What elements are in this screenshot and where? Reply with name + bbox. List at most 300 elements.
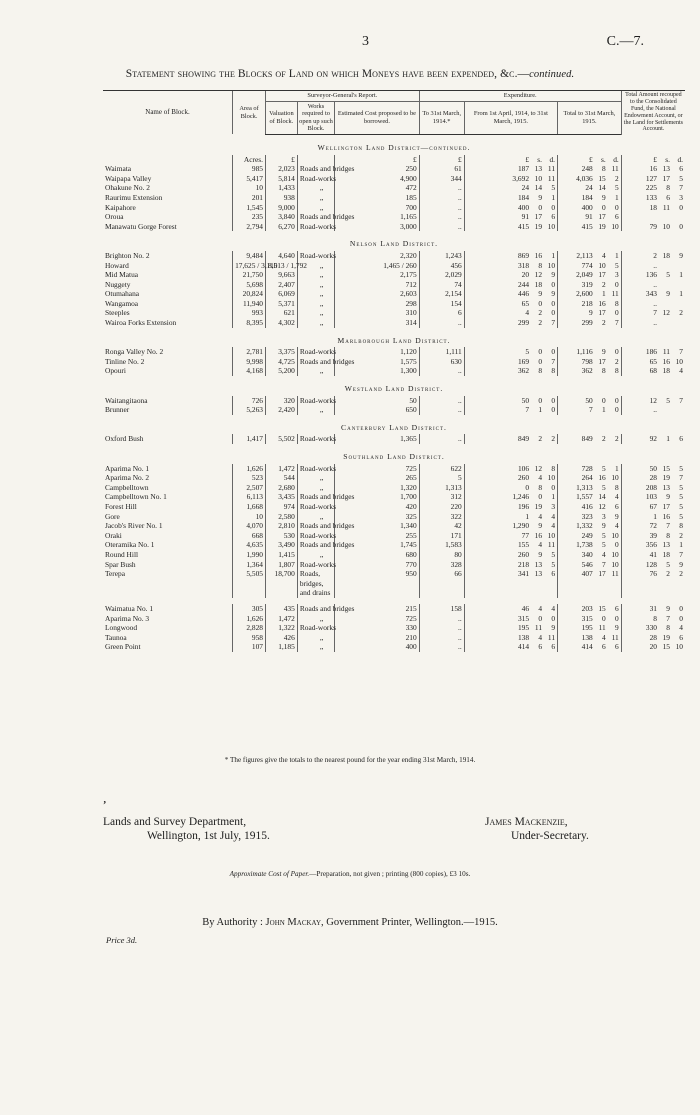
block-estimated-cost: 725 xyxy=(335,464,420,474)
block-works: ,, xyxy=(297,642,334,652)
block-total-expenditure xyxy=(558,299,622,309)
block-total-expenditure-pounds: 184 xyxy=(581,192,593,202)
block-total-expenditure-pounds: 24 xyxy=(585,183,593,193)
block-name: Aparima No. 2 xyxy=(105,473,150,483)
block-area: 2,781 xyxy=(233,347,266,357)
block-recouped-shillings: 18 xyxy=(662,250,670,260)
block-expenditure-1914-15-pence: 6 xyxy=(551,212,556,222)
block-name: Waitangitaona xyxy=(105,395,148,405)
block-total-expenditure-pence: 0 xyxy=(615,613,619,623)
block-total-expenditure-pence: 11 xyxy=(611,632,619,642)
block-valuation: 1,807 xyxy=(266,560,298,570)
block-expenditure-1914-15-pence: 3 xyxy=(551,501,556,511)
block-expenditure-1914-15 xyxy=(464,492,557,502)
block-expenditure-1914-15-shillings: 9 xyxy=(538,549,543,559)
unit-recouped-pounds: £ xyxy=(653,154,657,164)
block-total-expenditure xyxy=(558,550,622,560)
block-recouped-pence: 5 xyxy=(679,511,683,521)
block-area: 726 xyxy=(233,396,266,406)
block-valuation: 2,680 xyxy=(266,483,298,493)
unit-total-pounds: £ xyxy=(589,154,593,164)
block-area: 4,635 xyxy=(233,540,266,550)
block-total-expenditure xyxy=(558,203,622,213)
block-recouped-pounds: 79 xyxy=(649,221,657,231)
block-expenditure-1914-15-pounds: 446 xyxy=(517,289,530,299)
block-works: Road-works xyxy=(297,347,334,357)
block-recouped xyxy=(621,270,685,280)
block-expenditure-1914-15-pence: 0 xyxy=(551,482,556,492)
block-works: ,, xyxy=(297,270,334,280)
block-expenditure-1914-15 xyxy=(464,357,557,367)
margin-mark: ʼ xyxy=(103,800,107,811)
block-works: Roads and bridges xyxy=(297,357,334,367)
block-total-expenditure-pence: 9 xyxy=(615,623,619,633)
block-expenditure-1914-15 xyxy=(464,308,557,318)
block-recouped-pounds: 225 xyxy=(645,183,657,193)
block-name: Terepa xyxy=(105,569,125,579)
block-total-expenditure xyxy=(558,614,622,624)
block-expenditure-1914-15-pence: 4 xyxy=(551,511,556,521)
block-expenditure-1914-15-pounds: 20 xyxy=(521,270,530,280)
block-expenditure-to-1914: 171 xyxy=(419,531,464,541)
block-estimated-cost: 330 xyxy=(335,623,420,633)
block-recouped-shillings: 16 xyxy=(662,356,670,366)
block-expenditure-1914-15 xyxy=(464,483,557,493)
table-row xyxy=(103,174,685,184)
block-recouped xyxy=(621,434,685,444)
block-recouped xyxy=(621,183,685,193)
block-total-expenditure xyxy=(558,261,622,271)
block-total-expenditure-shillings: 17 xyxy=(598,270,606,280)
block-estimated-cost: 650 xyxy=(335,405,420,415)
block-total-expenditure xyxy=(558,521,622,531)
block-expenditure-1914-15 xyxy=(464,193,557,203)
table-row xyxy=(103,560,685,570)
block-total-expenditure xyxy=(558,308,622,318)
block-expenditure-1914-15-pence: 7 xyxy=(551,356,556,366)
signatory-name: James Mackenzie, xyxy=(485,816,568,828)
block-area: 985 xyxy=(233,164,266,174)
block-expenditure-1914-15-shillings: 2 xyxy=(538,434,543,444)
block-area: 17,625 / 3,110 xyxy=(233,261,266,271)
block-recouped-shillings: 8 xyxy=(666,183,670,193)
table-row xyxy=(103,222,685,232)
block-recouped-pence: 10 xyxy=(675,642,683,652)
block-expenditure-to-1914: 220 xyxy=(419,502,464,512)
block-expenditure-1914-15-pence: 1 xyxy=(551,192,556,202)
block-estimated-cost: 215 xyxy=(335,604,420,614)
block-recouped xyxy=(621,203,685,213)
block-recouped-pounds: 1 xyxy=(653,511,657,521)
block-area: 1,417 xyxy=(233,434,266,444)
table-row xyxy=(103,540,685,550)
block-recouped-pence: 5 xyxy=(679,463,683,473)
block-total-expenditure-shillings: 5 xyxy=(602,463,606,473)
block-expenditure-1914-15-pence: 11 xyxy=(547,540,556,550)
block-name: Wairoa Forks Extension xyxy=(105,318,177,328)
block-recouped xyxy=(621,308,685,318)
block-total-expenditure-pence: 7 xyxy=(615,318,619,328)
block-recouped-pounds: 133 xyxy=(645,192,657,202)
block-total-expenditure xyxy=(558,396,622,406)
table-row xyxy=(103,366,685,376)
block-expenditure-1914-15 xyxy=(464,512,557,522)
block-total-expenditure-pounds: 728 xyxy=(581,463,593,473)
district-heading: Southland Land District. xyxy=(343,452,445,461)
block-works: ,, xyxy=(297,280,334,290)
block-total-expenditure-shillings: 4 xyxy=(602,632,606,642)
block-estimated-cost: 2,603 xyxy=(335,289,420,299)
block-name: Raurimu Extension xyxy=(105,192,163,202)
block-total-expenditure-shillings: 17 xyxy=(598,308,606,318)
block-works: Road-works xyxy=(297,464,334,474)
block-valuation: 426 xyxy=(266,633,298,643)
block-recouped-pence: 8 xyxy=(679,521,683,531)
paper-cost-label: Approximate Cost of Paper. xyxy=(229,870,310,878)
block-works: Road-works xyxy=(297,251,334,261)
block-name: Waipapa Valley xyxy=(105,173,152,183)
block-total-expenditure-pence: 10 xyxy=(611,549,619,559)
col-header-area: Area of Block. xyxy=(233,91,266,135)
block-expenditure-to-1914: .. xyxy=(419,183,464,193)
block-recouped-pounds: 103 xyxy=(645,492,657,502)
table-row xyxy=(103,308,685,318)
block-expenditure-to-1914: 66 xyxy=(419,569,464,598)
block-expenditure-1914-15-pounds: 77 xyxy=(521,530,530,540)
block-total-expenditure-pence: 6 xyxy=(615,603,619,613)
block-area: 10 xyxy=(233,512,266,522)
block-recouped-pence: 7 xyxy=(679,473,683,483)
block-valuation: 2,407 xyxy=(266,280,298,290)
block-total-expenditure xyxy=(558,642,622,652)
paper-cost-note xyxy=(0,870,700,878)
signature-block xyxy=(485,815,589,843)
block-recouped-pounds: 356 xyxy=(645,540,657,550)
block-recouped-shillings: 8 xyxy=(666,530,670,540)
block-recouped xyxy=(621,280,685,290)
block-expenditure-1914-15-pence: 10 xyxy=(547,473,556,483)
block-total-expenditure-pounds: 299 xyxy=(581,318,593,328)
block-works: ,, xyxy=(297,318,334,328)
table-row xyxy=(103,261,685,271)
block-total-expenditure xyxy=(558,193,622,203)
block-total-expenditure xyxy=(558,222,622,232)
block-valuation: 1,185 xyxy=(266,642,298,652)
block-estimated-cost: 314 xyxy=(335,318,420,328)
block-valuation: 3,840 xyxy=(266,212,298,222)
block-total-expenditure-pounds: 1,557 xyxy=(576,492,593,502)
district-heading-row xyxy=(103,231,685,251)
block-total-expenditure-pounds: 340 xyxy=(581,549,593,559)
block-estimated-cost: 185 xyxy=(335,193,420,203)
block-total-expenditure xyxy=(558,270,622,280)
block-recouped-pence: 7 xyxy=(679,395,683,405)
block-area: 1,668 xyxy=(233,502,266,512)
block-area: 11,940 xyxy=(233,299,266,309)
col-header-total-1915: Total to 31st March, 1915. xyxy=(558,101,622,134)
block-works: ,, xyxy=(297,633,334,643)
block-expenditure-to-1914: .. xyxy=(419,318,464,328)
block-works: Road-works xyxy=(297,222,334,232)
block-recouped-pence xyxy=(670,405,683,415)
block-total-expenditure-pounds: 362 xyxy=(581,366,593,376)
block-expenditure-1914-15-shillings: 4 xyxy=(538,603,543,613)
block-recouped-pounds: 92 xyxy=(649,434,657,444)
block-recouped-pounds: 76 xyxy=(649,569,657,579)
block-expenditure-1914-15-pence: 10 xyxy=(547,530,556,540)
block-total-expenditure-pounds: 218 xyxy=(581,298,593,308)
block-valuation: 3,490 xyxy=(266,540,298,550)
block-recouped-pounds: 20 xyxy=(649,642,657,652)
block-valuation: 2,810 xyxy=(266,521,298,531)
block-expenditure-1914-15-pounds: 1,290 xyxy=(512,521,530,531)
block-area: 958 xyxy=(233,633,266,643)
block-expenditure-1914-15-shillings: 0 xyxy=(538,347,543,357)
block-valuation: 1,322 xyxy=(266,623,298,633)
block-name: Forest Hill xyxy=(105,501,137,511)
block-expenditure-1914-15-pounds: 46 xyxy=(521,603,530,613)
block-expenditure-to-1914: .. xyxy=(419,434,464,444)
block-expenditure-1914-15-pence: 7 xyxy=(551,318,556,328)
block-total-expenditure-pounds: 319 xyxy=(581,279,593,289)
block-valuation: 2,580 xyxy=(266,512,298,522)
block-valuation: 2,420 xyxy=(266,405,298,415)
table-row xyxy=(103,502,685,512)
table-row xyxy=(103,357,685,367)
table-row xyxy=(103,251,685,261)
statement-title-main: Statement showing the Blocks of Land on which Moneys have been expended, &c.— xyxy=(125,68,530,80)
block-expenditure-to-1914: .. xyxy=(419,633,464,643)
block-valuation: 1,433 xyxy=(266,183,298,193)
block-recouped xyxy=(621,633,685,643)
block-recouped xyxy=(621,366,685,376)
block-estimated-cost: 1,165 xyxy=(335,212,420,222)
units-row xyxy=(103,155,685,165)
block-total-expenditure-shillings: 9 xyxy=(602,347,606,357)
block-expenditure-1914-15-pence: 9 xyxy=(551,289,556,299)
block-name: Waimatua No. 1 xyxy=(105,603,154,613)
block-total-expenditure xyxy=(558,434,622,444)
unit-recouped-shillings: s. xyxy=(665,154,670,164)
block-recouped-shillings: 18 xyxy=(662,366,670,376)
block-name: Spar Bush xyxy=(105,559,136,569)
block-expenditure-1914-15 xyxy=(464,289,557,299)
block-recouped-pence: 1 xyxy=(679,289,683,299)
col-header-to-31-march-1914: To 31st March, 1914.* xyxy=(419,101,464,134)
block-area: 107 xyxy=(233,642,266,652)
block-recouped-pence: 1 xyxy=(679,270,683,280)
block-valuation: 4,302 xyxy=(266,318,298,328)
district-heading: Westland Land District. xyxy=(344,384,444,394)
block-estimated-cost: 4,900 xyxy=(335,174,420,184)
table-row xyxy=(103,405,685,415)
block-recouped-pounds: .. xyxy=(653,298,657,308)
block-estimated-cost: 725 xyxy=(335,614,420,624)
block-expenditure-1914-15-pounds: 414 xyxy=(517,642,530,652)
block-expenditure-1914-15-pounds: 106 xyxy=(517,463,530,473)
block-estimated-cost: 712 xyxy=(335,280,420,290)
block-expenditure-1914-15-pence: 10 xyxy=(547,221,556,231)
block-recouped xyxy=(621,174,685,184)
block-recouped-shillings: 7 xyxy=(666,521,670,531)
block-expenditure-1914-15-pounds: 4 xyxy=(525,308,530,318)
block-total-expenditure-shillings: 16 xyxy=(598,298,606,308)
col-header-valuation: Valuation of Block. xyxy=(266,101,298,134)
col-header-works: Works required to open up such Block. xyxy=(297,101,334,134)
block-total-expenditure-pounds: 264 xyxy=(581,473,593,483)
block-recouped-pence: 0 xyxy=(679,221,683,231)
block-recouped-pence xyxy=(670,299,683,309)
block-name: Mid Matua xyxy=(105,270,139,280)
block-recouped-pounds: 343 xyxy=(645,289,657,299)
block-total-expenditure-pence: 8 xyxy=(615,298,619,308)
block-expenditure-1914-15-pounds: 196 xyxy=(517,501,530,511)
block-total-expenditure-pounds: 4,036 xyxy=(576,173,593,183)
blocks-table xyxy=(103,90,685,652)
block-works: Roads and bridges xyxy=(297,540,334,550)
block-recouped-pence: 9 xyxy=(679,250,683,260)
block-expenditure-1914-15 xyxy=(464,261,557,271)
block-area: 235 xyxy=(233,212,266,222)
block-expenditure-1914-15-shillings: 18 xyxy=(534,279,543,289)
block-expenditure-1914-15 xyxy=(464,550,557,560)
block-total-expenditure-shillings: 2 xyxy=(602,318,606,328)
block-works: Roads and bridges xyxy=(297,164,334,174)
table-row xyxy=(103,289,685,299)
block-total-expenditure-shillings: 6 xyxy=(602,642,606,652)
block-recouped-shillings: 1 xyxy=(666,434,670,444)
block-expenditure-1914-15 xyxy=(464,502,557,512)
block-recouped xyxy=(621,164,685,174)
block-recouped-pounds: 65 xyxy=(649,356,657,366)
block-total-expenditure-pence: 10 xyxy=(611,473,619,483)
block-total-expenditure-pence: 2 xyxy=(615,356,619,366)
block-expenditure-1914-15 xyxy=(464,531,557,541)
authority-line xyxy=(0,917,700,928)
block-name: Tinline No. 2 xyxy=(105,356,145,366)
block-works: Road-works xyxy=(297,434,334,444)
block-expenditure-1914-15 xyxy=(464,623,557,633)
page-header xyxy=(0,34,700,52)
block-total-expenditure-shillings: 0 xyxy=(602,395,606,405)
block-expenditure-1914-15-shillings: 2 xyxy=(538,308,543,318)
block-total-expenditure-shillings: 7 xyxy=(602,559,606,569)
block-expenditure-1914-15-shillings: 9 xyxy=(538,289,543,299)
block-recouped-pounds: 50 xyxy=(649,463,657,473)
block-recouped-pence: 4 xyxy=(679,623,683,633)
block-total-expenditure-pence: 0 xyxy=(615,405,619,415)
block-recouped-pence: 1 xyxy=(679,540,683,550)
block-recouped-pounds: 31 xyxy=(649,603,657,613)
block-valuation: 6,270 xyxy=(266,222,298,232)
block-estimated-cost: 2,320 xyxy=(335,251,420,261)
block-expenditure-1914-15-pence: 0 xyxy=(551,613,556,623)
block-expenditure-1914-15-shillings: 16 xyxy=(534,250,543,260)
block-estimated-cost: 1,700 xyxy=(335,492,420,502)
block-recouped-pounds: 7 xyxy=(653,308,657,318)
block-expenditure-1914-15-pence: 6 xyxy=(551,569,556,579)
block-recouped-pounds: 330 xyxy=(645,623,657,633)
block-expenditure-1914-15-pounds: 218 xyxy=(517,559,530,569)
block-recouped-shillings xyxy=(657,261,670,271)
block-works: ,, xyxy=(297,183,334,193)
block-valuation: 4,640 xyxy=(266,251,298,261)
block-total-expenditure xyxy=(558,318,622,328)
block-works: Roads and bridges xyxy=(297,492,334,502)
block-works: Road-works xyxy=(297,174,334,184)
block-total-expenditure-shillings: 9 xyxy=(602,521,606,531)
block-expenditure-1914-15-shillings: 8 xyxy=(538,482,543,492)
block-recouped-shillings: 5 xyxy=(666,270,670,280)
block-expenditure-1914-15-pence: 10 xyxy=(547,260,556,270)
block-recouped-pence: 6 xyxy=(679,434,683,444)
block-recouped xyxy=(621,212,685,222)
block-area: 1,364 xyxy=(233,560,266,570)
block-recouped-pounds: .. xyxy=(653,279,657,289)
block-total-expenditure-pence: 5 xyxy=(615,183,619,193)
block-expenditure-1914-15-pounds: 187 xyxy=(517,164,530,174)
block-recouped-pence: 2 xyxy=(679,308,683,318)
block-valuation: 1,472 xyxy=(266,464,298,474)
block-name: Oteramika No. 1 xyxy=(105,540,155,550)
block-expenditure-to-1914: .. xyxy=(419,623,464,633)
unit-area: Acres. xyxy=(233,155,266,165)
block-expenditure-1914-15 xyxy=(464,183,557,193)
block-total-expenditure-shillings: 1 xyxy=(602,405,606,415)
block-estimated-cost: 210 xyxy=(335,633,420,643)
block-recouped xyxy=(621,569,685,598)
statement-title xyxy=(0,68,700,80)
block-expenditure-1914-15 xyxy=(464,614,557,624)
block-expenditure-1914-15-pounds: 362 xyxy=(517,366,530,376)
block-expenditure-1914-15-shillings: 0 xyxy=(538,356,543,366)
block-recouped-shillings: 19 xyxy=(662,473,670,483)
block-recouped xyxy=(621,261,685,271)
block-recouped xyxy=(621,502,685,512)
block-area: 2,794 xyxy=(233,222,266,232)
unit-valuation: £ xyxy=(266,155,298,165)
block-expenditure-to-1914: .. xyxy=(419,614,464,624)
block-valuation: 1,472 xyxy=(266,614,298,624)
block-total-expenditure-pounds: 1,116 xyxy=(576,347,593,357)
block-expenditure-to-1914: 1,313 xyxy=(419,483,464,493)
block-recouped-pence: 5 xyxy=(679,173,683,183)
block-expenditure-1914-15-pence: 9 xyxy=(551,623,556,633)
block-total-expenditure-shillings: 15 xyxy=(598,603,606,613)
block-recouped-shillings: 9 xyxy=(666,289,670,299)
block-name: Jacob's River No. 1 xyxy=(105,521,163,531)
block-expenditure-1914-15 xyxy=(464,396,557,406)
block-recouped-shillings: 13 xyxy=(662,164,670,174)
block-total-expenditure-shillings: 10 xyxy=(598,260,606,270)
block-recouped-shillings: 5 xyxy=(666,395,670,405)
block-recouped-shillings: 9 xyxy=(666,492,670,502)
block-total-expenditure-pounds: 91 xyxy=(585,212,593,222)
block-total-expenditure-pounds: 774 xyxy=(581,260,593,270)
block-expenditure-1914-15-pounds: 65 xyxy=(521,298,530,308)
block-recouped xyxy=(621,318,685,328)
table-row xyxy=(103,473,685,483)
block-recouped-shillings: 8 xyxy=(666,623,670,633)
block-total-expenditure-shillings: 2 xyxy=(602,279,606,289)
block-total-expenditure-pence: 0 xyxy=(615,540,619,550)
block-expenditure-1914-15-pence: 0 xyxy=(551,202,556,212)
block-expenditure-to-1914: 61 xyxy=(419,164,464,174)
block-expenditure-1914-15-shillings: 0 xyxy=(538,202,543,212)
block-expenditure-1914-15 xyxy=(464,203,557,213)
department-line-1: Lands and Survey Department, xyxy=(103,816,247,828)
table-row xyxy=(103,483,685,493)
